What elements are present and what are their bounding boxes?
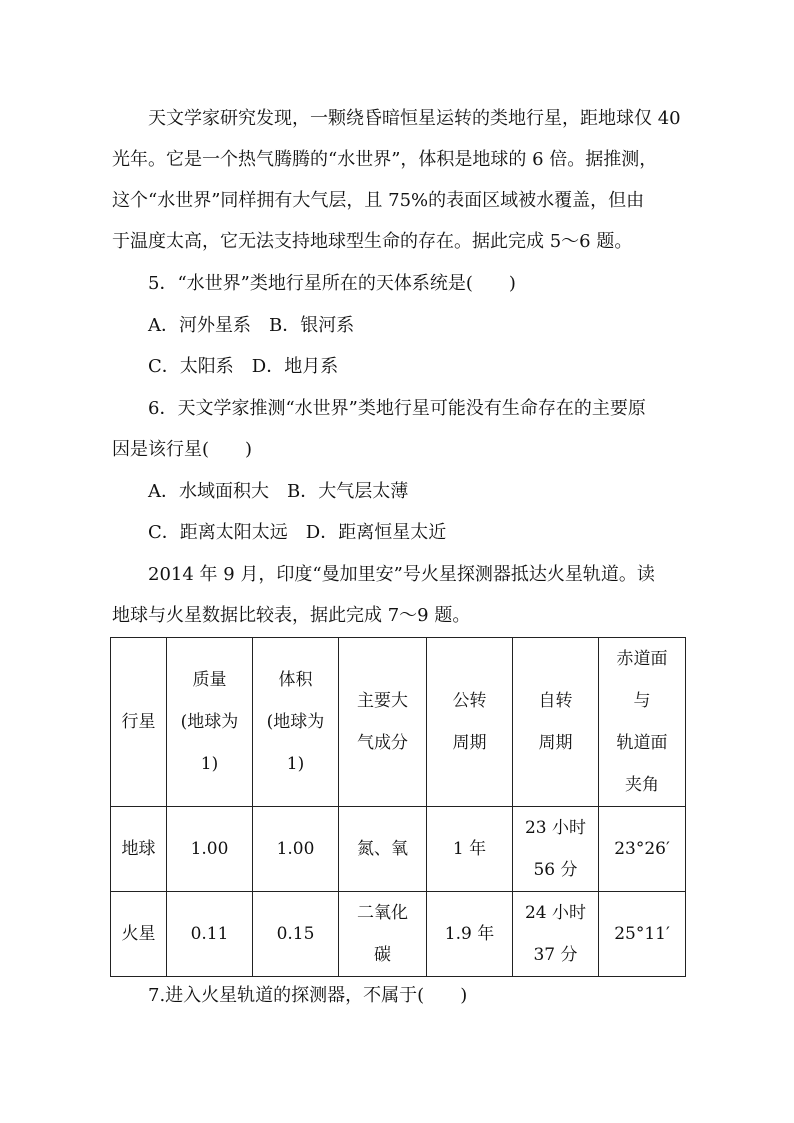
table-row [111, 807, 686, 892]
passage1-line2: 光年。它是一个热气腾腾的“水世界”，体积是地球的 6 倍。据推测， [112, 149, 658, 170]
passage2-line2: 地球与火星数据比较表，据此完成 7～9 题。 [112, 605, 471, 626]
question-6-options-cd: C．距离太阳太远 D．距离恒星太近 [148, 522, 447, 543]
table-row [111, 892, 686, 977]
header-cell-revolution: 公转 周期 [427, 638, 513, 807]
question-5-stem: 5．“水世界”类地行星所在的天体系统是( ) [148, 273, 516, 294]
header-cell-volume: 体积 (地球为 1) [253, 638, 339, 807]
table-cell: 1.9 年 [427, 892, 513, 977]
table-cell: 1 年 [427, 807, 513, 892]
question-7-stem: 7.进入火星轨道的探测器，不属于( ) [148, 985, 468, 1006]
table-cell: 0.15 [253, 892, 339, 977]
question-5-options-ab: A．河外星系 B．银河系 [148, 315, 355, 336]
table-cell: 1.00 [253, 807, 339, 892]
table-cell: 二氧化 碳 [339, 892, 427, 977]
table-cell: 25°11′ [599, 892, 686, 977]
passage1-line4: 于温度太高，它无法支持地球型生命的存在。据此完成 5～6 题。 [112, 231, 633, 252]
header-cell-mass: 质量 (地球为 1) [167, 638, 253, 807]
table-cell: 氮、氧 [339, 807, 427, 892]
passage1-line3: 这个“水世界”同样拥有大气层，且 75%的表面区域被水覆盖，但由 [112, 190, 645, 211]
header-cell-atmosphere: 主要大 气成分 [339, 638, 427, 807]
passage2-line1: 2014 年 9 月，印度“曼加里安”号火星探测器抵达火星轨道。读 [148, 564, 655, 585]
table-cell: 23°26′ [599, 807, 686, 892]
header-cell-obliquity: 赤道面 与 轨道面 夹角 [599, 638, 686, 807]
question-6-options-ab: A．水域面积大 B．大气层太薄 [148, 481, 409, 502]
header-cell-planet: 行星 [111, 638, 167, 807]
header-cell-rotation: 自转 周期 [513, 638, 599, 807]
table-header-row [111, 638, 686, 807]
table-cell: 1.00 [167, 807, 253, 892]
table-cell: 地球 [111, 807, 167, 892]
question-6-stem-line1: 6．天文学家推测“水世界”类地行星可能没有生命存在的主要原 [148, 398, 646, 419]
question-6-stem-line2: 因是该行星( ) [112, 439, 253, 460]
question-5-options-cd: C．太阳系 D．地月系 [148, 356, 339, 377]
table-cell: 0.11 [167, 892, 253, 977]
passage1-line1: 天文学家研究发现，一颗绕昏暗恒星运转的类地行星，距地球仅 40 [148, 108, 681, 129]
table-cell: 火星 [111, 892, 167, 977]
table-cell: 24 小时 37 分 [513, 892, 599, 977]
table-cell: 23 小时 56 分 [513, 807, 599, 892]
planet-comparison-table [110, 637, 686, 977]
